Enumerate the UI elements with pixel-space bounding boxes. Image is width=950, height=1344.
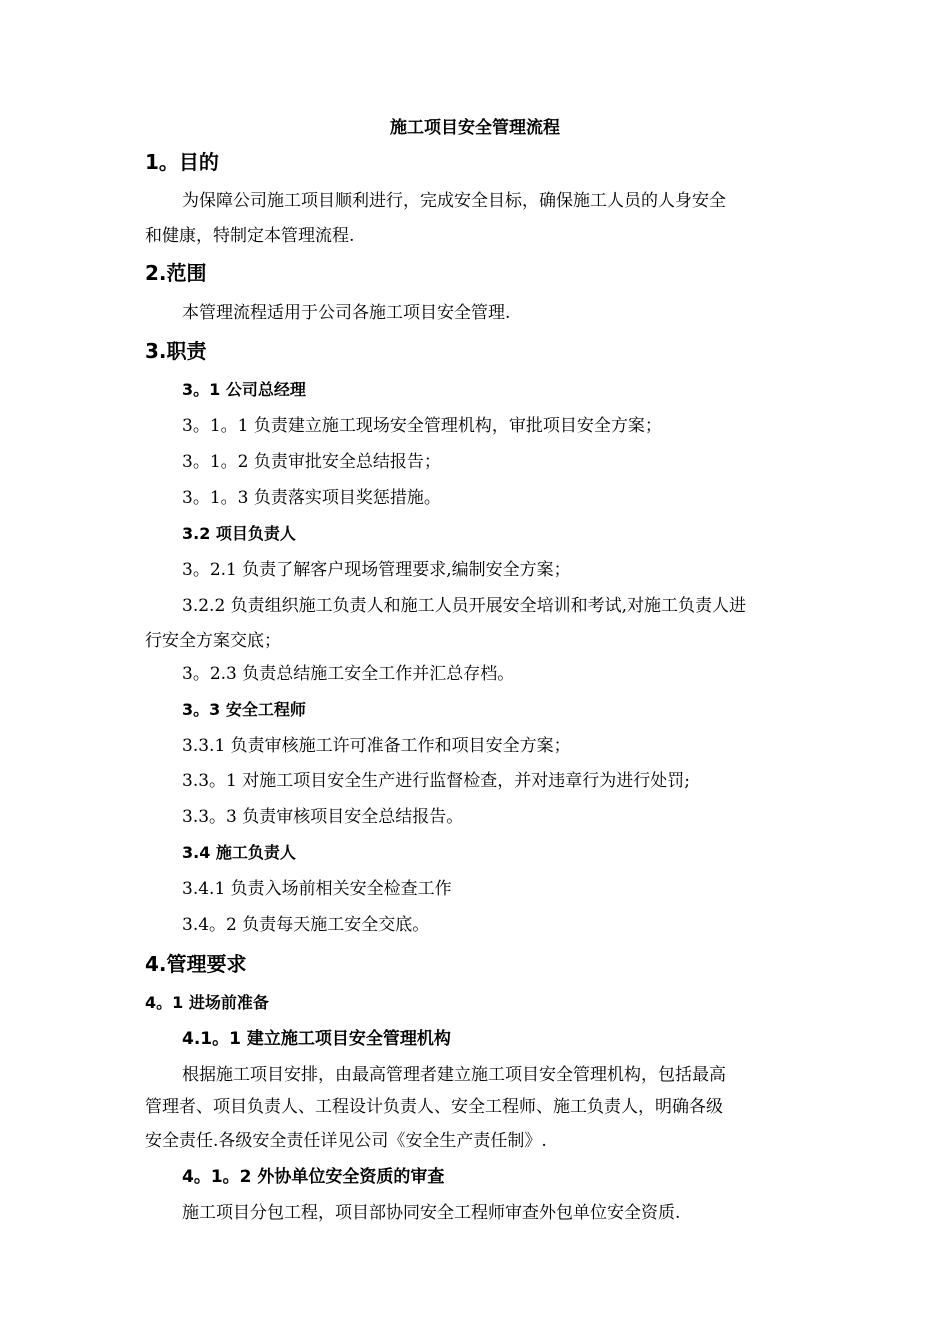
section-1-heading: 1。目的 xyxy=(145,150,219,174)
paragraph-4-1-1-line-2: 管理者、项目负责人、工程设计负责人、安全工程师、施工负责人，明确各级 xyxy=(145,1097,723,1117)
item-3-1-1: 3。1。1 负责建立施工现场安全管理机构，审批项目安全方案； xyxy=(182,416,662,436)
subsection-4-1-1-heading: 4.1。1 建立施工项目安全管理机构 xyxy=(182,1029,451,1049)
section-3-heading: 3.职责 xyxy=(145,339,207,363)
item-3-2-1: 3。2.1 负责了解客户现场管理要求,编制安全方案； xyxy=(182,560,571,580)
section-2-paragraph: 本管理流程适用于公司各施工项目安全管理. xyxy=(182,303,511,323)
item-3-4-2: 3.4。2 负责每天施工安全交底。 xyxy=(182,915,430,935)
paragraph-4-1-1-line-1: 根据施工项目安排，由最高管理者建立施工项目安全管理机构，包括最高 xyxy=(182,1065,726,1085)
item-3-2-2-line-1: 3.2.2 负责组织施工负责人和施工人员开展安全培训和考试,对施工负责人进 xyxy=(182,596,747,616)
section-2-heading: 2.范围 xyxy=(145,261,207,285)
section-1-paragraph-line-1: 为保障公司施工项目顺利进行，完成安全目标，确保施工人员的人身安全 xyxy=(182,191,726,211)
item-3-1-3: 3。1。3 负责落实项目奖惩措施。 xyxy=(182,488,441,508)
subsection-3-2-heading: 3.2 项目负责人 xyxy=(182,524,296,543)
subsection-4-1-2-heading: 4。1。2 外协单位安全资质的审查 xyxy=(182,1167,445,1187)
section-1-paragraph-line-2: 和健康，特制定本管理流程. xyxy=(145,226,355,246)
paragraph-4-1-2: 施工项目分包工程，项目部协同安全工程师审查外包单位安全资质. xyxy=(182,1203,681,1223)
page-title: 施工项目安全管理流程 xyxy=(390,118,560,138)
subsection-3-3-heading: 3。3 安全工程师 xyxy=(182,700,306,719)
item-3-1-2: 3。1。2 负责审批安全总结报告； xyxy=(182,452,441,472)
item-3-3-1: 3.3.1 负责审核施工许可准备工作和项目安全方案； xyxy=(182,736,571,756)
subsection-4-1-heading: 4。1 进场前准备 xyxy=(145,993,269,1012)
item-3-3-3: 3.3。3 负责审核项目安全总结报告。 xyxy=(182,807,464,827)
item-3-3-2: 3.3。1 对施工项目安全生产进行监督检查，并对违章行为进行处罚; xyxy=(182,771,690,791)
section-4-heading: 4.管理要求 xyxy=(145,952,247,976)
paragraph-4-1-1-line-3: 安全责任.各级安全责任详见公司《安全生产责任制》. xyxy=(145,1131,547,1151)
subsection-3-4-heading: 3.4 施工负责人 xyxy=(182,843,296,862)
item-3-2-2-line-2: 行安全方案交底； xyxy=(145,631,281,651)
item-3-4-1: 3.4.1 负责入场前相关安全检查工作 xyxy=(182,879,452,899)
subsection-3-1-heading: 3。1 公司总经理 xyxy=(182,380,306,399)
item-3-2-3: 3。2.3 负责总结施工安全工作并汇总存档。 xyxy=(182,664,515,684)
